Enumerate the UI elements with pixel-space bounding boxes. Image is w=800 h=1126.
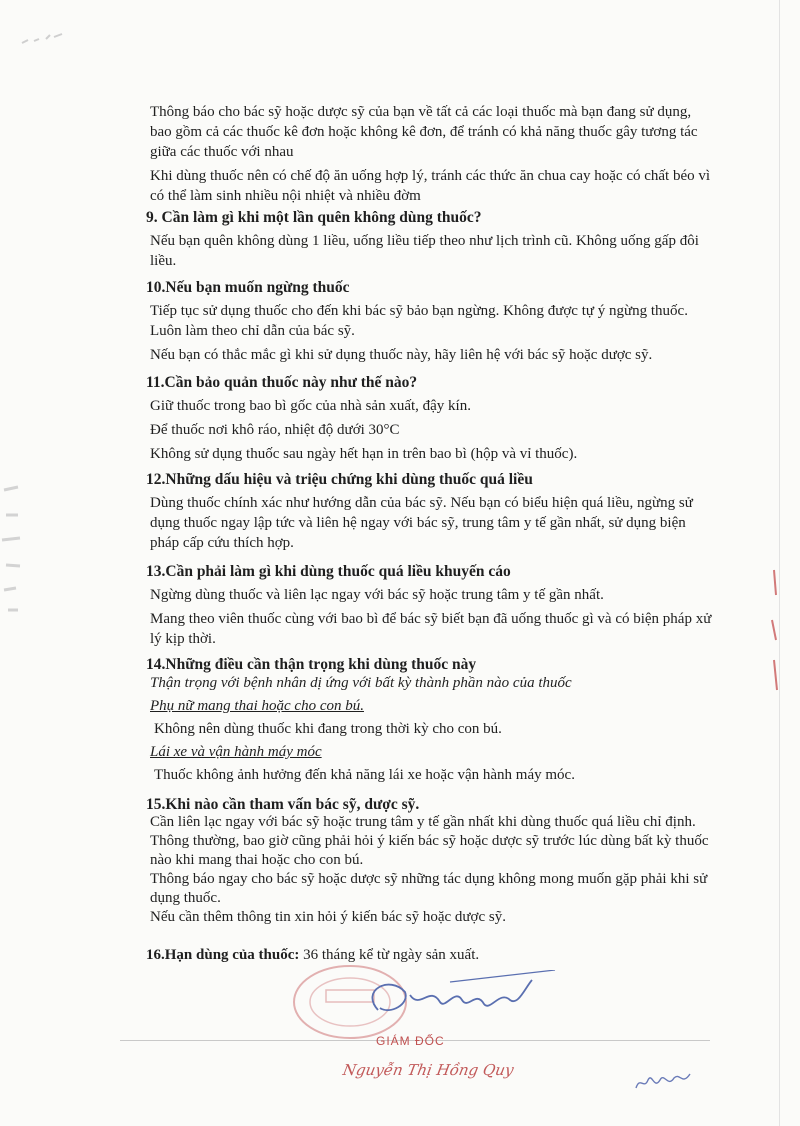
section-14-subheading-pregnancy: Phụ nữ mang thai hoặc cho con bú. <box>150 698 364 714</box>
intro-paragraph-1: Thông báo cho bác sỹ hoặc dược sỹ của bạn về tất cả các loại thuốc mà bạn đang sử dụng, bao gồm cả các thuốc kê đơn hoặc không kê đơn, để tránh có khả năng thuốc gây tương tác giữa các thuốc với nhau <box>150 104 698 160</box>
scan-marks-top <box>20 25 70 55</box>
section-14-subheading-driving: Lái xe và vận hành máy móc <box>150 744 322 760</box>
section-13-heading: 13.Cần phải làm gì khi dùng thuốc quá liều khuyến cáo <box>146 563 511 580</box>
section-15-paragraph-1: Cần liên lạc ngay với bác sỹ hoặc trung tâm y tế gần nhất khi dùng thuốc quá liều chỉ định. <box>150 814 696 830</box>
section-15-paragraph-3: Thông báo ngay cho bác sỹ hoặc dược sỹ những tác dụng không mong muốn gặp phải khi sử dụng thuốc. <box>150 871 708 906</box>
section-11-paragraph-1: Giữ thuốc trong bao bì gốc của nhà sản xuất, đậy kín. <box>150 398 471 414</box>
section-10-paragraph-2: Nếu bạn có thắc mắc gì khi sử dụng thuốc này, hãy liên hệ với bác sỹ hoặc dược sỹ. <box>150 347 653 363</box>
section-14-body <box>150 673 715 785</box>
section-12-paragraph-1: Dùng thuốc chính xác như hướng dẫn của bác sỹ. Nếu bạn có biểu hiện quá liều, ngừng sử dụng thuốc ngay lập tức và liên hệ ngay với bác sỹ, trung tâm y tế gần nhất, sử dụng biện pháp cấp cứu thích hợp. <box>150 495 693 551</box>
section-14-paragraph-2: Không nên dùng thuốc khi đang trong thời kỳ cho con bú. <box>154 721 502 737</box>
section-11-paragraph-3: Không sử dụng thuốc sau ngày hết hạn in trên bao bì (hộp và vỉ thuốc). <box>150 446 578 462</box>
intro-paragraph-2: Khi dùng thuốc nên có chế độ ăn uống hợp lý, tránh các thức ăn chua cay hoặc có chất béo vì có thể làm sinh nhiều nội nhiệt và nhiều đờm <box>150 168 711 204</box>
section-10-body <box>150 301 715 365</box>
signature-title: GIÁM ĐỐC <box>376 1034 445 1048</box>
section-14-paragraph-1: Thận trọng với bệnh nhân dị ứng với bất kỳ thành phần nào của thuốc <box>150 675 572 691</box>
section-13-paragraph-2: Mang theo viên thuốc cùng với bao bì để bác sỹ biết bạn đã uống thuốc gì và có biện pháp xử lý kịp thời. <box>150 611 712 647</box>
section-13-paragraph-1: Ngừng dùng thuốc và liên lạc ngay với bác sỹ hoặc trung tâm y tế gần nhất. <box>150 587 604 603</box>
section-14-heading: 14.Những điều cần thận trọng khi dùng thuốc này <box>146 656 477 673</box>
signer-name: Nguyễn Thị Hồng Quy <box>341 1061 516 1079</box>
director-signature <box>350 970 560 1030</box>
section-11-body <box>150 396 715 464</box>
section-15-paragraph-2: Thông thường, bao giờ cũng phải hỏi ý kiến bác sỹ hoặc dược sỹ trước lúc dùng bất kỳ thuốc nào khi mang thai hoặc cho con bú. <box>150 833 709 868</box>
section-10-paragraph-1: Tiếp tục sử dụng thuốc cho đến khi bác sỹ bảo bạn ngừng. Không được tự ý ngừng thuốc. Luôn làm theo chỉ dẫn của bác sỹ. <box>150 303 688 339</box>
section-15-paragraph-4: Nếu cần thêm thông tin xin hỏi ý kiến bác sỹ hoặc dược sỹ. <box>150 909 506 925</box>
section-10-heading: 10.Nếu bạn muốn ngừng thuốc <box>146 279 350 296</box>
section-15-body <box>150 813 715 927</box>
section-12-heading: 12.Những dấu hiệu và triệu chứng khi dùng thuốc quá liều <box>146 471 533 488</box>
section-16-value: 36 tháng kể từ ngày sản xuất. <box>299 947 480 963</box>
left-edge-stamp-remnant <box>0 470 30 630</box>
section-9-heading: 9. Cần làm gì khi một lần quên không dùng thuốc? <box>146 209 482 226</box>
section-13-body <box>150 585 715 649</box>
section-9-body <box>150 231 715 271</box>
initials-mark <box>632 1066 702 1096</box>
section-15-heading: 15.Khi nào cần tham vấn bác sỹ, dược sỹ. <box>146 796 420 813</box>
section-14-paragraph-3: Thuốc không ảnh hưởng đến khả năng lái xe hoặc vận hành máy móc. <box>154 767 575 783</box>
section-11-paragraph-2: Để thuốc nơi khô ráo, nhiệt độ dưới 30°C <box>150 422 400 438</box>
right-edge-stamp-remnant <box>768 560 782 700</box>
intro-block <box>150 102 715 206</box>
section-16-label: 16.Hạn dùng của thuốc: <box>146 947 300 963</box>
section-12-body <box>150 493 715 553</box>
section-9-paragraph-1: Nếu bạn quên không dùng 1 liều, uống liều tiếp theo như lịch trình cũ. Không uống gấp đôi liều. <box>150 233 699 269</box>
section-11-heading: 11.Cần bảo quản thuốc này như thế nào? <box>146 374 418 391</box>
